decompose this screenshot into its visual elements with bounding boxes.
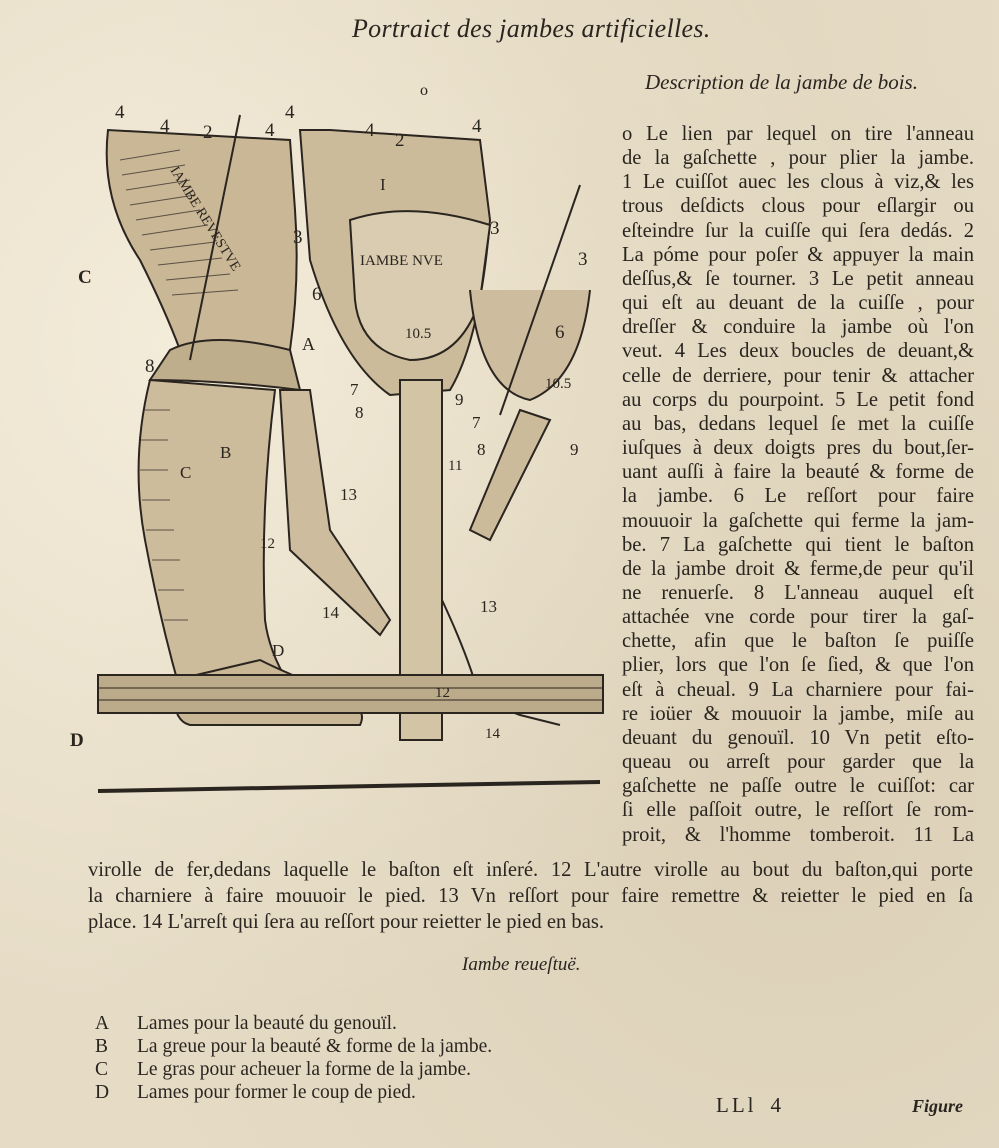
label-6: 6: [555, 322, 565, 343]
label-d: D: [272, 641, 285, 660]
text-line: place. 14 L'arreſt qui ſera au reſſort pour reietter le pied en bas.: [88, 911, 605, 933]
text-line: de la jambe droit & ferme,de peur qu'il: [622, 557, 974, 580]
text-line: ne renuerſe. 8 L'anneau auquel eſt: [622, 581, 974, 604]
text-line: la charniere à faire mouuoir le pied. 13 Vn reſſort pour faire remettre & reietter le pied en ſa: [88, 885, 973, 907]
text-line: 1 Le cuiſſot auec les clous à viz,& les: [622, 171, 974, 194]
detached-shin: [470, 410, 550, 540]
label-12: 12: [435, 685, 450, 701]
label-3: 3: [293, 227, 303, 248]
text-line: proit, & l'homme tomberoit. 11 La: [622, 823, 974, 846]
label-a: A: [302, 334, 315, 354]
label-9: 9: [570, 440, 579, 459]
text-line: plier, lors que l'on ſe ſied, & que l'on: [622, 654, 974, 677]
text-line: virolle de fer,dedans laquelle le baſton eſt inſeré. 12 L'autre virolle au bout du baſton,qui porte: [88, 859, 973, 881]
legend: [95, 1012, 492, 1104]
label-0: o: [420, 82, 428, 99]
legend-key: A: [95, 1013, 110, 1034]
label-8: 8: [145, 356, 155, 377]
banner-bare-leg: IAMBE NVE: [360, 253, 443, 269]
running-head: Portraict des jambes artificielles.: [352, 14, 711, 43]
text-line: La póme pour poſer & appuyer la main: [622, 243, 974, 266]
detached-socket: [470, 290, 590, 400]
label-9: 9: [455, 390, 464, 409]
text-line: eſt à cheual. 9 La charniere pour fai-: [622, 678, 974, 701]
legend-key: B: [95, 1036, 109, 1057]
floor-planks: [98, 675, 603, 713]
signature-mark: [716, 1093, 781, 1118]
label-14: 14: [485, 726, 500, 742]
text-line: uant auſſi à faire la beauté & forme de: [622, 461, 974, 484]
rule-line: [98, 782, 600, 791]
label-2: 2: [203, 122, 213, 143]
label-12: 12: [260, 536, 275, 552]
text-line: deſſus,& ſe tourner. 3 Le petit anneau: [622, 267, 974, 290]
legend-item: [95, 1058, 492, 1081]
margin-letter-c: C: [78, 267, 92, 288]
text-line: attachée vne corde pour tirer la gaſ-: [622, 606, 974, 629]
label-13: 13: [480, 597, 497, 616]
legend-item: [95, 1081, 492, 1104]
label-2: 2: [395, 130, 405, 151]
label-c: C: [180, 463, 192, 482]
label-11: 11: [448, 458, 463, 474]
description-continuation: [88, 857, 973, 935]
text-line: la jambe. 6 Le reſſort pour faire: [622, 485, 974, 508]
text-line: celle de derriere, pour tenir & attacher: [622, 364, 974, 387]
text-line: be. 7 La gaſchette qui tient le baſton: [622, 533, 974, 556]
text-line: au bas, dedans lequel ſe met la cuiſſe: [622, 412, 974, 435]
detached-foot: [280, 390, 390, 635]
label-8: 8: [477, 440, 486, 459]
text-line: queau ou arreſt pour garder que la: [622, 751, 974, 774]
label-8: 8: [355, 403, 364, 422]
legend-key: C: [95, 1059, 109, 1080]
signature-number: 4: [770, 1093, 781, 1117]
signature-letters: LLl: [716, 1093, 757, 1117]
label-10-5: 10.5: [545, 376, 572, 392]
text-line: gaſchette ne paſſe outre le cuiſſot: car: [622, 775, 974, 798]
label-4: 4: [365, 120, 375, 141]
text-line: chette, afin que le baſton ſe puiſſe: [622, 630, 974, 653]
catchword: Figure: [912, 1096, 964, 1116]
banner-clothed-leg: IAMBE REVESTVE: [166, 164, 244, 275]
legend-text: Lames pour former le coup de pied.: [137, 1082, 416, 1103]
label-4: 4: [285, 102, 295, 123]
label-6: 6: [312, 284, 322, 305]
text-line: de la gaſchette , pour plier la jambe.: [622, 147, 974, 170]
legend-item: [95, 1012, 492, 1035]
artificial-legs-illustration: [60, 60, 610, 800]
text-line: eſteindre ſur la cuiſſe qui ſera dedás. 2: [622, 219, 974, 242]
legend-key: D: [95, 1082, 110, 1103]
legend-text: La greue pour la beauté & forme de la jambe.: [137, 1036, 493, 1057]
description-column: [622, 122, 974, 847]
label-3: 3: [578, 249, 588, 270]
text-line: iuſques à deux doigts pres du bout,ſer-: [622, 437, 974, 460]
text-line: mouuoir la gaſchette qui ferme la jam-: [622, 509, 974, 532]
text-line: ſi elle paſſoit outre, le reſſort ſe rom-: [622, 799, 974, 822]
label-4: 4: [265, 120, 275, 141]
description-title: Description de la jambe de bois.: [645, 70, 918, 94]
label-13: 13: [340, 485, 357, 504]
label-4: 4: [160, 116, 170, 137]
legend-text: Le gras pour acheuer la forme de la jambe.: [137, 1059, 472, 1080]
label-7: 7: [472, 413, 481, 432]
text-line: qui eſt au deuant de la cuiſſe , pour: [622, 292, 974, 315]
subsection-title: Iambe reueſtuë.: [462, 954, 581, 975]
label-10-5: 10.5: [405, 326, 432, 342]
text-line: re ioüer & mouuoir la jambe, miſe au: [622, 702, 974, 725]
label-4: 4: [115, 102, 125, 123]
legend-item: [95, 1035, 492, 1058]
label-14: 14: [322, 603, 339, 622]
text-line: deuant du genouïl. 10 Vn petit eſto-: [622, 726, 974, 749]
label-4: 4: [472, 116, 482, 137]
label-7: 7: [350, 380, 359, 399]
margin-letter-d: D: [70, 730, 84, 751]
text-line: o Le lien par lequel on tire l'anneau: [622, 123, 974, 145]
text-line: veut. 4 Les deux boucles de deuant,&: [622, 340, 974, 363]
label-3: 3: [490, 218, 500, 239]
label-b: B: [220, 443, 232, 462]
legend-text: Lames pour la beauté du genouïl.: [137, 1013, 397, 1034]
text-line: trous deſdicts clous pour eſlargir ou: [622, 195, 974, 218]
text-line: dreſſer & conduire la jambe où l'on: [622, 316, 974, 339]
clothed-leg-thigh: [107, 130, 297, 350]
text-line: au corps du pourpoint. 5 Le petit fond: [622, 388, 974, 411]
label-1: I: [380, 175, 386, 194]
